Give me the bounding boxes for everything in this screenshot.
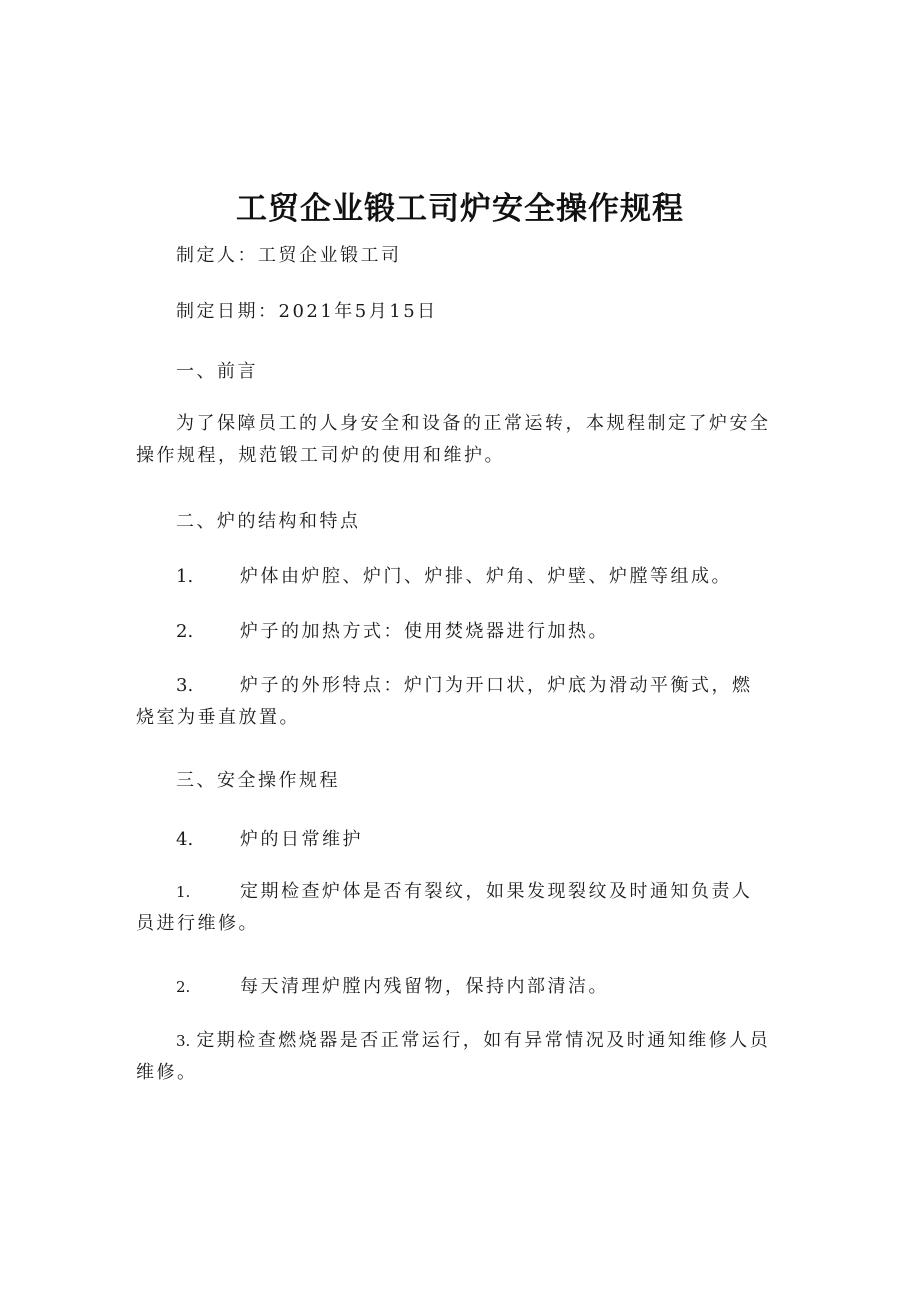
date-line: 制定日期：2021年5月15日 [176,301,438,322]
list-item-text: 炉体由炉腔、炉门、炉排、炉角、炉壁、炉膛等组成。 [240,566,732,587]
list-item-number: 3. [176,675,194,696]
list-item-continuation: 员进行维修。 [136,913,259,934]
list-item [136,1025,786,1089]
list-item [136,876,786,940]
list-item-number: 2. [176,978,191,996]
author-line: 制定人：工贸企业锻工司 [176,245,402,266]
list-item-text: 定期检查燃烧器是否正常运行，如有异常情况及时通知维修人员维修。 [136,1030,771,1083]
list-item [136,616,786,648]
list-item-number: 2. [176,621,194,642]
section-heading-preface: 一、前言 [176,361,258,382]
list-item-text: 定期检查炉体是否有裂纹，如果发现裂纹及时通知负责人 [240,881,753,902]
list-item-number: 3. [176,1032,191,1050]
subsection-text: 炉的日常维护 [240,829,363,850]
list-item-continuation: 烧室为垂直放置。 [136,707,300,728]
section-heading-structure: 二、炉的结构和特点 [176,511,361,532]
list-item [136,971,786,1003]
list-item [136,670,786,734]
list-item [136,561,786,593]
list-item-number: 1. [176,566,194,587]
preface-paragraph: 为了保障员工的人身安全和设备的正常运转，本规程制定了炉安全操作规程，规范锻工司炉的使用和维护。 [136,413,771,466]
section-heading-safety: 三、安全操作规程 [176,770,340,791]
list-item-text: 炉子的外形特点：炉门为开口状，炉底为滑动平衡式，燃 [240,675,753,696]
list-item-text: 炉子的加热方式：使用焚烧器进行加热。 [240,621,609,642]
list-item-number: 1. [176,883,191,901]
subsection-heading [136,824,786,856]
document-title: 工贸企业锻工司炉安全操作规程 [236,191,684,227]
list-item-text: 每天清理炉膛内残留物，保持内部清洁。 [240,976,609,997]
subsection-number: 4. [176,829,194,850]
